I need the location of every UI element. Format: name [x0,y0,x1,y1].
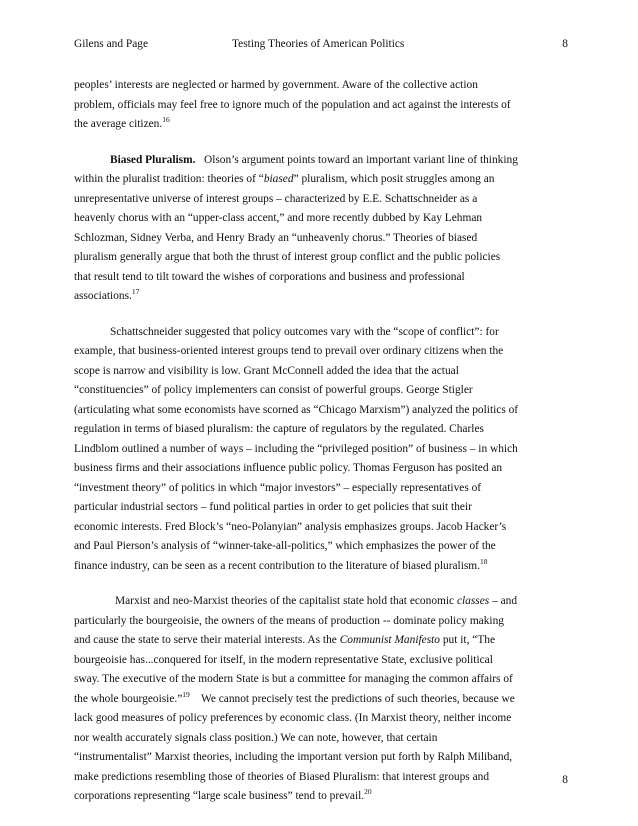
text-segment: put it, “The [440,634,496,646]
text-line [74,170,570,190]
text-line [74,557,570,577]
text-segment: the average citizen. [74,118,163,130]
text-line [74,115,570,135]
footnote-ref-17: 17 [131,287,140,296]
paragraph-biased-pluralism [74,151,570,307]
footnote-ref-18: 18 [480,556,488,566]
text-line [74,287,570,307]
footnote-ref-20: 20 [364,787,372,796]
text-line: economic interests. Fred Block’s “neo-Polanyian” analysis emphasizes groups. Jacob Hacker’s [74,520,507,533]
text-line: “instrumentalist” Marxist theories, including the important version put forth by Ralph Miliband, [74,751,513,763]
header-title: Testing Theories of American Politics [232,38,405,50]
running-header [74,36,568,52]
text-segment: – and [489,595,518,607]
text-segment: Olson’s argument points toward an important variant line of thinking [195,153,518,166]
text-segment: finance industry, can be seen as a recent contribution to the literature of biased pluralism. [74,559,481,572]
text-line: scope is narrow and visibility is low. Grant McConnell added the idea that the actual [74,364,459,377]
emphasis-text: classes [456,595,490,607]
text-line: bourgeoisie has...conquered for itself, in the modern representative State, exclusive political [74,653,493,666]
text-line: “investment theory” of politics in which “major investors” – especially representatives of [74,481,482,494]
text-line: lack good measures of policy preferences by economic class. (In Marxist theory, neither income [74,712,512,724]
text-line: make predictions resembling those of theories of Biased Pluralism: that interest groups and [74,770,490,783]
emphasis-text: Communist Manifesto [339,634,441,646]
text-line: Schattschneider suggested that policy outcomes vary with the “scope of conflict”: for [110,325,499,338]
footnote-ref-16: 16 [162,115,170,124]
text-line: nor wealth accurately signals class position.) We can note, however, that certain [74,731,438,744]
text-segment: the whole bourgeoisie.” [74,692,183,705]
text-line: example, that business-oriented interest groups tend to prevail over ordinary citizens when the [74,345,504,357]
section-heading: Biased Pluralism. [110,153,196,166]
footer-page-number: 8 [562,774,568,786]
paragraph-1 [74,76,570,135]
text-line: that result tend to tilt toward the wishes of corporations and business and professional [74,270,465,283]
text-line: particularly the bourgeoisie, the owners of the means of production -- dominate policy making [74,614,504,627]
text-segment: corporations representing “large scale business” tend to prevail. [74,790,365,802]
text-segment: associations. [74,290,132,302]
body-text [74,76,570,807]
text-line: (articulating what some economists have scorned as “Chicago Marxism”) analyzed the politics of [74,403,519,416]
text-line: Schlozman, Sidney Verba, and Henry Brady an “unheavenly chorus.” Theories of biased [74,231,478,244]
text-segment: ” pluralism, which posit struggles among an [293,173,495,185]
text-line: particular industrial sectors – fund political parties in order to get policies that suit their [74,501,472,513]
header-page-number: 8 [562,38,568,50]
emphasis-text: biased [263,173,294,185]
text-line: “constituencies” of policy implementers can consist of powerful groups. George Stigler [74,384,473,396]
text-line [74,151,570,171]
text-segment: and cause the state to serve their material interests. As the [74,634,340,646]
text-line [74,631,570,651]
paragraph-schattschneider [74,323,570,577]
text-line: Lindblom outlined a number of ways – including the “privileged position” of business – in which [74,442,518,455]
text-line: pluralism generally argue that both the thrust of interest group conflict and the public policies [74,251,501,263]
text-segment: Marxist and neo-Marxist theories of the capitalist state hold that economic [115,595,457,607]
text-segment: We cannot precisely test the predictions of such theories, because we [189,692,515,705]
text-line: regulation in terms of biased pluralism: the capture of regulators by the regulated. Charles [74,423,484,435]
text-line: unrepresentative universe of interest groups – characterized by E.E. Schattschneider as a [74,192,478,205]
text-line: problem, officials may feel free to ignore much of the population and act against the interests of [74,98,511,111]
text-line: heavenly chorus with an “upper-class accent,” and more recently dubbed by Kay Lehman [74,212,483,224]
text-segment: within the pluralist tradition: theories of “ [74,173,264,185]
text-line [74,690,570,710]
footnote-ref-19: 19 [182,689,190,699]
text-line [74,787,570,807]
text-line: sway. The executive of the modern State is but a committee for managing the common affairs of [74,673,513,685]
text-line [74,592,570,612]
paragraph-marxist [74,592,570,807]
text-line: and Paul Pierson’s analysis of “winner-take-all-politics,” which emphasizes the power of the [74,540,496,552]
text-line: business firms and their associations influence public policy. Thomas Ferguson has posited an [74,462,503,474]
text-line: peoples’ interests are neglected or harmed by government. Aware of the collective action [74,79,478,91]
header-authors: Gilens and Page [74,38,149,50]
